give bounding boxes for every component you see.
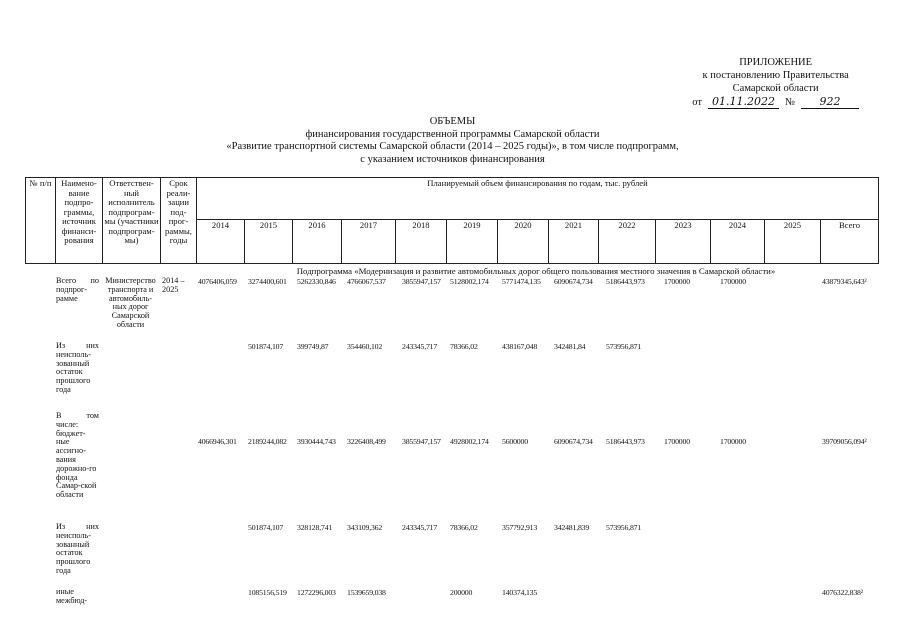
value-cell: 4076322,838² [822,588,863,597]
year-cell: 2019 [447,220,498,264]
appendix-line2: Самарской области [732,83,819,94]
number-label: № [784,97,795,108]
year-cell: 2024 [711,220,765,264]
value-cell: 39709056,094² [822,437,867,446]
value-cell: 4066946,301 [198,437,237,446]
appendix-title: ПРИЛОЖЕНИЕ [739,57,813,68]
header-plan: Планируемый объем финансирования по годам, тыс. рублей [197,178,879,220]
year-cell: 2014 [197,220,245,264]
header-term: Срок реали-зации под-прог-раммы, годы [161,178,197,264]
subprogram-title: Подпрограмма «Модернизация и развитие автомобильных дорог общего пользования местного значения в Самарской области» [296,266,776,276]
value-cell: 1700000 [664,437,690,446]
row-label: Всего по подпрог-рамме [56,276,99,303]
value-cell: 354460,102 [347,342,383,351]
year-cell: 2023 [656,220,711,264]
value-cell: 78366,02 [450,523,478,532]
value-cell: 140374,135 [502,588,538,597]
date-value: 01.11.2022 [708,95,779,109]
value-cell: 3855947,157 [402,277,441,286]
year-cell-total: Всего [821,220,879,264]
value-cell: 3930444,743 [297,437,336,446]
value-cell: 573956,871 [606,523,642,532]
value-cell: 1700000 [720,277,746,286]
value-cell: 343109,362 [347,523,383,532]
value-cell: 4766067,537 [347,277,386,286]
date-prefix: от [692,97,702,108]
year-cell: 2022 [599,220,656,264]
row-label: Из них неисполь-зованный остаток прошлого года [56,341,99,394]
value-cell: 6090674,734 [554,437,593,446]
value-cell: 438167,048 [502,342,538,351]
row-executor: Министерство транспорта и автомобиль-ных дорог Самарской области [105,276,156,329]
document-title [0,116,905,166]
value-cell: 5600000 [502,437,528,446]
value-cell: 3226408,499 [347,437,386,446]
value-cell: 1272296,003 [297,588,336,597]
title-line2: финансирования государственной программы Самарской области [305,128,600,140]
value-cell: 243345,717 [402,342,438,351]
value-cell: 342481,839 [554,523,590,532]
row-label: В том числе: бюджет-ные ассигно-вания дорожно-го фонда Самар-ской области [56,411,99,500]
year-cell: 2018 [396,220,447,264]
value-cell: 501874,107 [248,342,284,351]
title-line1: ОБЪЕМЫ [429,116,476,127]
title-line4: с указанием источников финансирования [360,153,545,165]
value-cell: 328128,741 [297,523,333,532]
value-cell: 5186443,973 [606,277,645,286]
value-cell: 5262330,846 [297,277,336,286]
year-cell: 2021 [549,220,599,264]
appendix-block [692,56,859,109]
value-cell: 5771474,135 [502,277,541,286]
appendix-date-number [692,95,859,109]
value-cell: 200000 [450,588,473,597]
year-cell: 2016 [293,220,342,264]
header-name: Наимено-вание подпро-граммы, источник финанси-рования [56,178,103,264]
year-cell: 2020 [498,220,549,264]
value-cell: 399749,87 [297,342,329,351]
value-cell: 1085156,519 [248,588,287,597]
value-cell: 43879345,643² [822,277,867,286]
value-cell: 501874,107 [248,523,284,532]
value-cell: 1700000 [720,437,746,446]
value-cell: 6090674,734 [554,277,593,286]
value-cell: 5186443,973 [606,437,645,446]
value-cell: 1700000 [664,277,690,286]
value-cell: 78366,02 [450,342,478,351]
row-label: Из них неисполь-зованный остаток прошлого года [56,522,99,575]
financing-table-header [25,177,879,264]
number-value: 922 [801,95,859,109]
header-executor: Ответствен-ный исполнитель подпрограм-мы (участники подпрограм-мы) [103,178,161,264]
value-cell: 1539659,038 [347,588,386,597]
value-cell: 3274400,601 [248,277,287,286]
year-cell: 2025 [765,220,821,264]
appendix-line1: к постановлению Правительства [702,70,849,81]
year-cell: 2017 [342,220,396,264]
value-cell: 3855947,157 [402,437,441,446]
value-cell: 342481,84 [554,342,586,351]
value-cell: 2189244,082 [248,437,287,446]
value-cell: 5128002,174 [450,277,489,286]
value-cell: 573956,871 [606,342,642,351]
title-line3: «Развитие транспортной системы Самарской области (2014 – 2025 годы)», в том числе подпрограмм, [226,141,679,152]
value-cell: 4076406,059 [198,277,237,286]
value-cell: 357792,913 [502,523,538,532]
header-num: № п/п [26,178,56,264]
value-cell: 243345,717 [402,523,438,532]
row-term: 2014 – 2025 [162,276,185,294]
year-cell: 2015 [245,220,293,264]
value-cell: 4928002,174 [450,437,489,446]
row-label: иные межбюд- [56,587,88,605]
